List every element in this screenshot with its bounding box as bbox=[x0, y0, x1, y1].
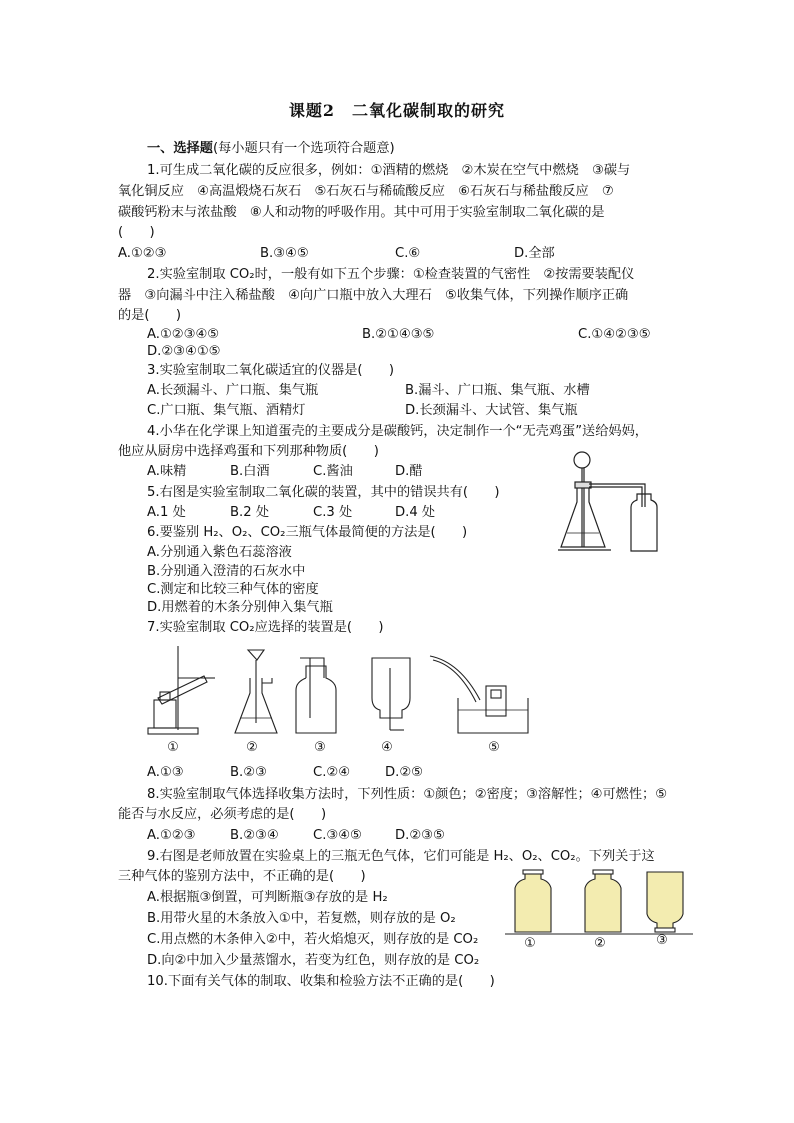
q2-line-1: 2.实验室制取 CO₂时，一般有如下五个步骤：①检查装置的气密性 ②按需要装配仪 bbox=[147, 267, 635, 282]
q2-option-c: C.①④②③⑤ bbox=[578, 327, 651, 342]
q8-option-a: A.①②③ bbox=[147, 828, 196, 843]
q3-option-a: A.长颈漏斗、广口瓶、集气瓶 bbox=[147, 383, 319, 398]
q9-option-b: B.用带火星的木条放入①中，若复燃，则存放的是 O₂ bbox=[147, 911, 456, 926]
q3-option-c: C.广口瓶、集气瓶、酒精灯 bbox=[147, 403, 306, 418]
q1-option-a: A.①②③ bbox=[118, 246, 167, 261]
q6-stem: 6.要鉴别 H₂、O₂、CO₂三瓶气体最简便的方法是( ) bbox=[147, 525, 468, 540]
q5-option-a: A.1 处 bbox=[147, 505, 186, 520]
q4-option-b: B.白酒 bbox=[230, 464, 270, 479]
q9-option-c: C.用点燃的木条伸入②中，若火焰熄灭，则存放的是 CO₂ bbox=[147, 932, 479, 947]
q7-option-a: A.①③ bbox=[147, 765, 184, 780]
apparatus-4 bbox=[372, 658, 410, 730]
q9-line-2: 三种气体的鉴别方法中，不正确的是( ) bbox=[118, 869, 366, 884]
gas-bottle-3-inverted bbox=[647, 872, 683, 932]
q1-option-b: B.③④⑤ bbox=[260, 246, 309, 261]
q6-option-a: A.分别通入紫色石蕊溶液 bbox=[147, 545, 292, 560]
q7-label-2: ② bbox=[246, 740, 258, 755]
q3-option-d: D.长颈漏斗、大试管、集气瓶 bbox=[405, 403, 578, 418]
q4-line-1: 4.小华在化学课上知道蛋壳的主要成分是碳酸钙，决定制作一个“无壳鸡蛋”送给妈妈， bbox=[147, 424, 648, 439]
q6-option-d: D.用燃着的木条分别伸入集气瓶 bbox=[147, 600, 333, 615]
q7-option-b: B.②③ bbox=[230, 765, 267, 780]
apparatus-1 bbox=[148, 646, 215, 734]
q10-stem: 10.下面有关气体的制取、收集和检验方法不正确的是( ) bbox=[147, 974, 495, 989]
q7-option-c: C.②④ bbox=[313, 765, 351, 780]
q5-option-d: D.4 处 bbox=[395, 505, 436, 520]
q6-option-c: C.测定和比较三种气体的密度 bbox=[147, 582, 319, 597]
q2-line-3: 的是( ) bbox=[118, 308, 182, 323]
q9-line-1: 9.右图是老师放置在实验桌上的三瓶无色气体，它们可能是 H₂、O₂、CO₂。下列关于这 bbox=[147, 849, 655, 864]
q4-option-d: D.醋 bbox=[395, 464, 423, 479]
q7-stem: 7.实验室制取 CO₂应选择的装置是( ) bbox=[147, 620, 384, 635]
q7-option-d: D.②⑤ bbox=[385, 765, 423, 780]
q9-option-d: D.向②中加入少量蒸馏水，若变为红色，则存放的是 CO₂ bbox=[147, 953, 480, 968]
q9-option-a: A.根据瓶③倒置，可判断瓶③存放的是 H₂ bbox=[147, 890, 388, 905]
q8-option-c: C.③④⑤ bbox=[313, 828, 362, 843]
q5-option-b: B.2 处 bbox=[230, 505, 270, 520]
q1-option-c: C.⑥ bbox=[395, 246, 421, 261]
q9-label-3: ③ bbox=[656, 933, 668, 948]
q6-option-b: B.分别通入澄清的石灰水中 bbox=[147, 564, 306, 579]
q7-label-1: ① bbox=[167, 740, 179, 755]
q4-option-c: C.酱油 bbox=[313, 464, 353, 479]
q8-line-1: 8.实验室制取气体选择收集方法时，下列性质：①颜色；②密度；③溶解性；④可燃性；⑤ bbox=[147, 787, 668, 802]
q2-line-2: 器 ③向漏斗中注入稀盐酸 ④向广口瓶中放入大理石 ⑤收集气体，下列操作顺序正确 bbox=[118, 288, 629, 303]
section-heading-label: 一、选择题 bbox=[147, 141, 213, 156]
q5-stem: 5.右图是实验室制取二氧化碳的装置，其中的错误共有( ) bbox=[147, 485, 500, 500]
q4-option-a: A.味精 bbox=[147, 464, 187, 479]
q9-gas-bottles-figure bbox=[505, 868, 695, 938]
q1-line-3: 碳酸钙粉末与浓盐酸 ⑧人和动物的呼吸作用。其中可用于实验室制取二氧化碳的是 bbox=[118, 205, 605, 220]
q7-label-3: ③ bbox=[314, 740, 326, 755]
gas-bottle-1 bbox=[515, 870, 551, 932]
section-heading bbox=[147, 139, 395, 158]
apparatus-3 bbox=[296, 658, 336, 733]
q9-label-2: ② bbox=[594, 936, 606, 951]
q2-option-d: D.②③④①⑤ bbox=[147, 344, 221, 359]
q1-line-4: ( ) bbox=[118, 225, 155, 240]
apparatus-5 bbox=[430, 656, 528, 733]
q8-option-b: B.②③④ bbox=[230, 828, 279, 843]
q7-label-5: ⑤ bbox=[488, 740, 500, 755]
q5-apparatus-figure bbox=[555, 447, 665, 562]
q8-line-2: 能否与水反应，必须考虑的是( ) bbox=[118, 807, 327, 822]
q8-option-d: D.②③⑤ bbox=[395, 828, 445, 843]
gas-bottle-2 bbox=[585, 870, 621, 932]
q7-label-4: ④ bbox=[381, 740, 393, 755]
q5-option-c: C.3 处 bbox=[313, 505, 353, 520]
q1-line-1: 1.可生成二氧化碳的反应很多，例如：①酒精的燃烧 ②木炭在空气中燃烧 ③碳与 bbox=[147, 163, 631, 178]
q2-option-b: B.②①④③⑤ bbox=[362, 327, 435, 342]
apparatus-2 bbox=[235, 650, 277, 733]
q1-line-2: 氧化铜反应 ④高温煅烧石灰石 ⑤石灰石与稀硫酸反应 ⑥石灰石与稀盐酸反应 ⑦ bbox=[118, 184, 614, 199]
q2-option-a: A.①②③④⑤ bbox=[147, 327, 220, 342]
q3-stem: 3.实验室制取二氧化碳适宜的仪器是( ) bbox=[147, 363, 395, 378]
section-heading-note: (每小题只有一个选项符合题意) bbox=[212, 141, 395, 156]
q1-option-d: D.全部 bbox=[514, 246, 555, 261]
q9-label-1: ① bbox=[524, 936, 536, 951]
q4-line-2: 他应从厨房中选择鸡蛋和下列那种物质( ) bbox=[118, 444, 379, 459]
q3-option-b: B.漏斗、广口瓶、集气瓶、水槽 bbox=[405, 383, 590, 398]
q7-apparatus-figure bbox=[140, 638, 540, 738]
page-title: 课题2 二氧化碳制取的研究 bbox=[288, 101, 506, 120]
flask-with-funnel bbox=[558, 452, 657, 551]
